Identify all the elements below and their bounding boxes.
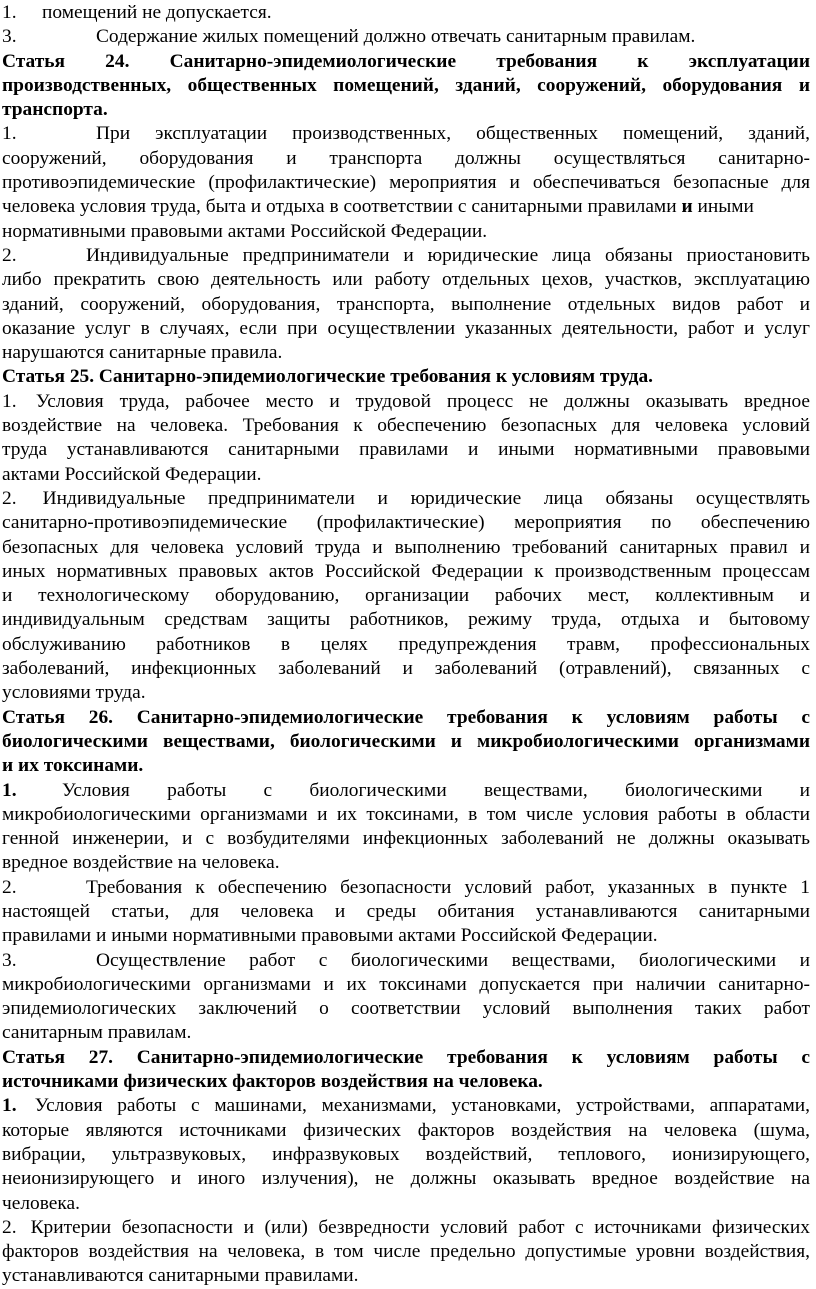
paragraph-text: иными xyxy=(697,196,754,218)
paragraph-line: нарушаются санитарные правила. xyxy=(2,342,283,364)
paragraph-line xyxy=(2,779,810,803)
paragraph-text: Индивидуальные предприниматели и юридические лица обязаны приостановить xyxy=(86,244,810,266)
item-number: 2. xyxy=(2,244,17,266)
article-heading: Статья 24. Санитарно-эпидемиологические требования к эксплуатации xyxy=(2,50,810,72)
item-number: 2. xyxy=(2,487,17,509)
paragraph-line xyxy=(2,244,810,268)
paragraph-line: настоящей статьи, для человека и среды обитания устанавливаются санитарными xyxy=(2,900,810,922)
paragraph-text: Требования к обеспечению безопасности условий работ, указанных в пункте 1 xyxy=(86,876,810,898)
paragraph-line: неионизирующего и иного излучения), не должны оказывать вредное воздействие на xyxy=(2,1168,810,1190)
item-number: 1. xyxy=(2,1095,17,1117)
paragraph-line xyxy=(2,195,810,219)
article-heading: Статья 26. Санитарно-эпидемиологические требования к условиям работы с xyxy=(2,706,810,728)
article-heading: Статья 25. Санитарно-эпидемиологические требования к условиям труда. xyxy=(2,366,653,388)
article-24 xyxy=(2,50,810,366)
paragraph-line: либо прекратить свою деятельность или работу отдельных цехов, участков, эксплуатацию xyxy=(2,269,810,291)
paragraph-line: противоэпидемические (профилактические) мероприятия и обеспечиваться безопасные для xyxy=(2,172,810,194)
article-27 xyxy=(2,1046,810,1289)
paragraph-line: микробиологическими организмами и их токсинами, в том числе условия работы в области xyxy=(2,803,810,825)
paragraph-line: условиями труда. xyxy=(2,682,146,704)
paragraph-line: вибрации, ультразвуковых, инфразвуковых воздействий, теплового, ионизирующего, xyxy=(2,1143,810,1165)
paragraph-text: Условия работы с машинами, механизмами, установками, устройствами, аппаратами, xyxy=(34,1095,810,1117)
item-number: 1. xyxy=(2,2,17,23)
paragraph-line: человека. xyxy=(2,1192,80,1214)
article-heading: Статья 27. Санитарно-эпидемиологические требования к условиям работы с xyxy=(2,1046,810,1068)
paragraph-line: обслуживанию работников в целях предупреждения травм, профессиональных xyxy=(2,633,810,655)
paragraph-text: Условия труда, рабочее место и трудовой процесс не должны оказывать вредное xyxy=(35,390,810,412)
item-number: 1. xyxy=(2,123,17,145)
paragraph-text: Осуществление работ с биологическими веществами, биологическими и xyxy=(96,949,810,971)
article-heading: источниками физических факторов воздействия на человека. xyxy=(2,1071,543,1093)
paragraph-line: вредное воздействие на человека. xyxy=(2,852,280,874)
paragraph-line: санитарным правилам. xyxy=(2,1022,192,1044)
paragraph-line: эпидемиологических заключений о соответствии условий выполнения таких работ xyxy=(2,998,810,1020)
item-number: 1. xyxy=(2,390,17,412)
paragraph-line: генной инженерии, и с возбудителями инфекционных заболеваний не должны оказывать xyxy=(2,828,810,850)
paragraph-line: иных нормативных правовых актов Российской Федерации к производственным процессам xyxy=(2,560,810,582)
paragraph-text: Содержание жилых помещений должно отвечать санитарным правилам. xyxy=(96,26,696,48)
paragraph-line xyxy=(2,876,810,900)
paragraph-text: Условия работы с биологическими веществами, биологическими и xyxy=(62,779,810,801)
paragraph-line xyxy=(2,1216,810,1240)
paragraph-line xyxy=(2,949,810,973)
paragraph-line xyxy=(2,390,810,414)
article-heading: и их токсинами. xyxy=(2,755,144,777)
paragraph-line: индивидуальным средствам защиты работников, режиму труда, отдыха и бытовому xyxy=(2,609,810,631)
article-25 xyxy=(2,365,810,705)
item-number: 1. xyxy=(2,779,17,801)
item-number: 3. xyxy=(2,949,17,971)
paragraph-line: нормативными правовыми актами Российской Федерации. xyxy=(2,220,488,242)
paragraph-line xyxy=(2,487,810,511)
paragraph-line: заболеваний, инфекционных заболеваний и заболеваний (отравлений), связанных с xyxy=(2,658,810,680)
article-26 xyxy=(2,706,810,1046)
paragraph-text: Критерии безопасности и (или) безвредности условий работ с источниками физических xyxy=(30,1216,810,1238)
paragraph-text: человека условия труда, быта и отдыха в соответствии с санитарными правилами xyxy=(2,196,677,218)
paragraph-housing xyxy=(2,25,810,49)
paragraph-line: микробиологическими организмами и их токсинами допускается при наличии санитарно- xyxy=(2,973,810,995)
article-heading: биологическими веществами, биологическими и микробиологическими организмами xyxy=(2,730,810,752)
paragraph-text-bold: и xyxy=(681,196,693,218)
paragraph-line: зданий, сооружений, оборудования, транспорта, выполнение отдельных видов работ и xyxy=(2,293,810,315)
paragraph-line: сооружений, оборудования и транспорта должны осуществляться санитарно- xyxy=(2,147,810,169)
paragraph-line: правилами и иными нормативными правовыми актами Российской Федерации. xyxy=(2,925,658,947)
paragraph-line xyxy=(2,122,810,146)
paragraph-text: помещений не допускается. xyxy=(42,2,272,23)
paragraph-line: и технологическому оборудованию, организации рабочих мест, коллективным и xyxy=(2,585,810,607)
item-number: 3. xyxy=(2,26,17,48)
paragraph-line: которые являются источниками физических факторов воздействия на человека (шума, xyxy=(2,1119,810,1141)
paragraph-line: санитарно-противоэпидемические (профилактические) мероприятия по обеспечению xyxy=(2,512,810,534)
article-heading: производственных, общественных помещений, зданий, сооружений, оборудования и xyxy=(2,74,810,96)
paragraph-line: факторов воздействия на человека, в том числе предельно допустимые уровни воздействия, xyxy=(2,1241,810,1263)
paragraph-line: оказание услуг в случаях, если при осуществлении указанных деятельности, работ и услуг xyxy=(2,317,810,339)
article-heading: транспорта. xyxy=(2,99,108,121)
paragraph-line: устанавливаются санитарными правилами. xyxy=(2,1265,359,1287)
paragraph-fragment xyxy=(2,1,810,25)
paragraph-text: При эксплуатации производственных, общественных помещений, зданий, xyxy=(96,123,810,145)
paragraph-line: воздействие на человека. Требования к обеспечению безопасных для человека условий xyxy=(2,415,810,437)
item-number: 2. xyxy=(2,1216,17,1238)
paragraph-line xyxy=(2,1094,810,1118)
paragraph-line: актами Российской Федерации. xyxy=(2,463,262,485)
item-number: 2. xyxy=(2,876,17,898)
paragraph-text: Индивидуальные предприниматели и юридические лица обязаны осуществлять xyxy=(42,487,810,509)
paragraph-line: труда устанавливаются санитарными правилами и иными нормативными правовыми xyxy=(2,439,810,461)
paragraph-line: безопасных для человека условий труда и выполнению требований санитарных правил и xyxy=(2,536,810,558)
